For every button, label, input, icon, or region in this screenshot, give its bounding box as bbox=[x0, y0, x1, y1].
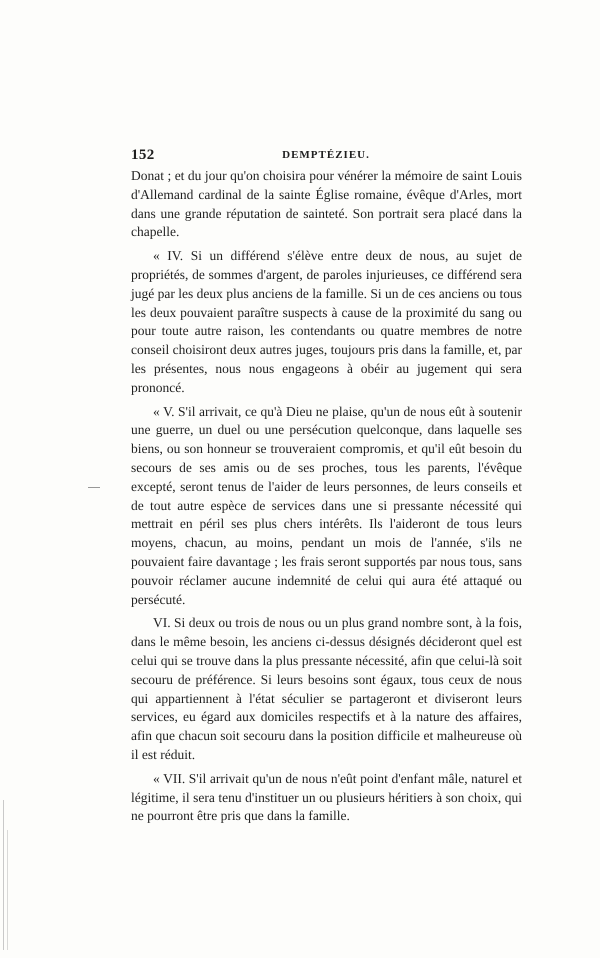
paragraph-article-v: « V. S'il arrivait, ce qu'à Dieu ne plaise, qu'un de nous eût à soutenir une guerre, un duel ou une persécution quelconque, dans laquelle ses biens, ou son honneur se trouveraient compromis, et qu'il eût besoin du secours de ses amis ou de ses proches, tous les parents, l'évêque excepté, seront tenus de l'aider de leurs personnes, de leurs conseils et de tout autre espèce de services dans une si pressante nécessité qui mettrait en péril ses plus chers intérêts. Ils l'aideront de tous leurs moyens, chacun, au moins, pendant un mois de l'année, s'ils ne pouvaient faire davantage ; les frais seront supportés par nous tous, sans pouvoir réclamer aucune indemnité de celui qui aura été attaqué ou persécuté. bbox=[131, 403, 522, 607]
page-header bbox=[131, 147, 521, 167]
running-title: DEMPTÉZIEU. bbox=[282, 149, 370, 161]
page-number: 152 bbox=[131, 147, 155, 163]
page-edge-shadow-secondary bbox=[7, 830, 8, 950]
paragraph-article-vii: « VII. S'il arrivait qu'un de nous n'eût point d'enfant mâle, naturel et légitime, il sera tenu d'instituer un ou plusieurs héritiers à son choix, qui ne pourront être pris que dans la famille. bbox=[131, 770, 522, 824]
margin-mark bbox=[88, 487, 100, 488]
paragraph-article-iv: « IV. Si un différend s'élève entre deux de nous, au sujet de propriétés, de sommes d'argent, de paroles injurieuses, ce différend sera jugé par les deux plus anciens de la famille. Si un de ces anciens ou tous les deux pouvaient paraître suspects à cause de la proximité du sang ou pour toute autre raison, les contendants ou quatre membres de notre conseil choisiront deux autres juges, toujours pris dans la famille, et, par les présentes, nous nous engageons à obéir au jugement qui sera prononcé. bbox=[131, 248, 522, 395]
body-text bbox=[131, 167, 522, 831]
paragraph-article-vi: VI. Si deux ou trois de nous ou un plus grand nombre sont, à la fois, dans le même besoin, les anciens ci-dessus désignés décideront quel est celui qui se trouve dans la plus pressante nécessité, afin que celui-là soit secouru de préférence. Si leurs besoins sont égaux, tous ceux de nous qui appartiennent à l'état séculier se partageront et diviseront leurs services, eu égard aux domiciles respectifs et à la nature des affaires, afin que chacun soit secouru dans la position difficile et malheureuse où il est réduit. bbox=[131, 615, 522, 762]
page-edge-shadow bbox=[3, 800, 4, 950]
paragraph-continuation: Donat ; et du jour qu'on choisira pour vénérer la mémoire de saint Louis d'Allemand cardinal de la sainte Église romaine, évêque d'Arles, mort dans une grande réputation de sainteté. Son portrait sera placé dans la chapelle. bbox=[131, 168, 522, 240]
